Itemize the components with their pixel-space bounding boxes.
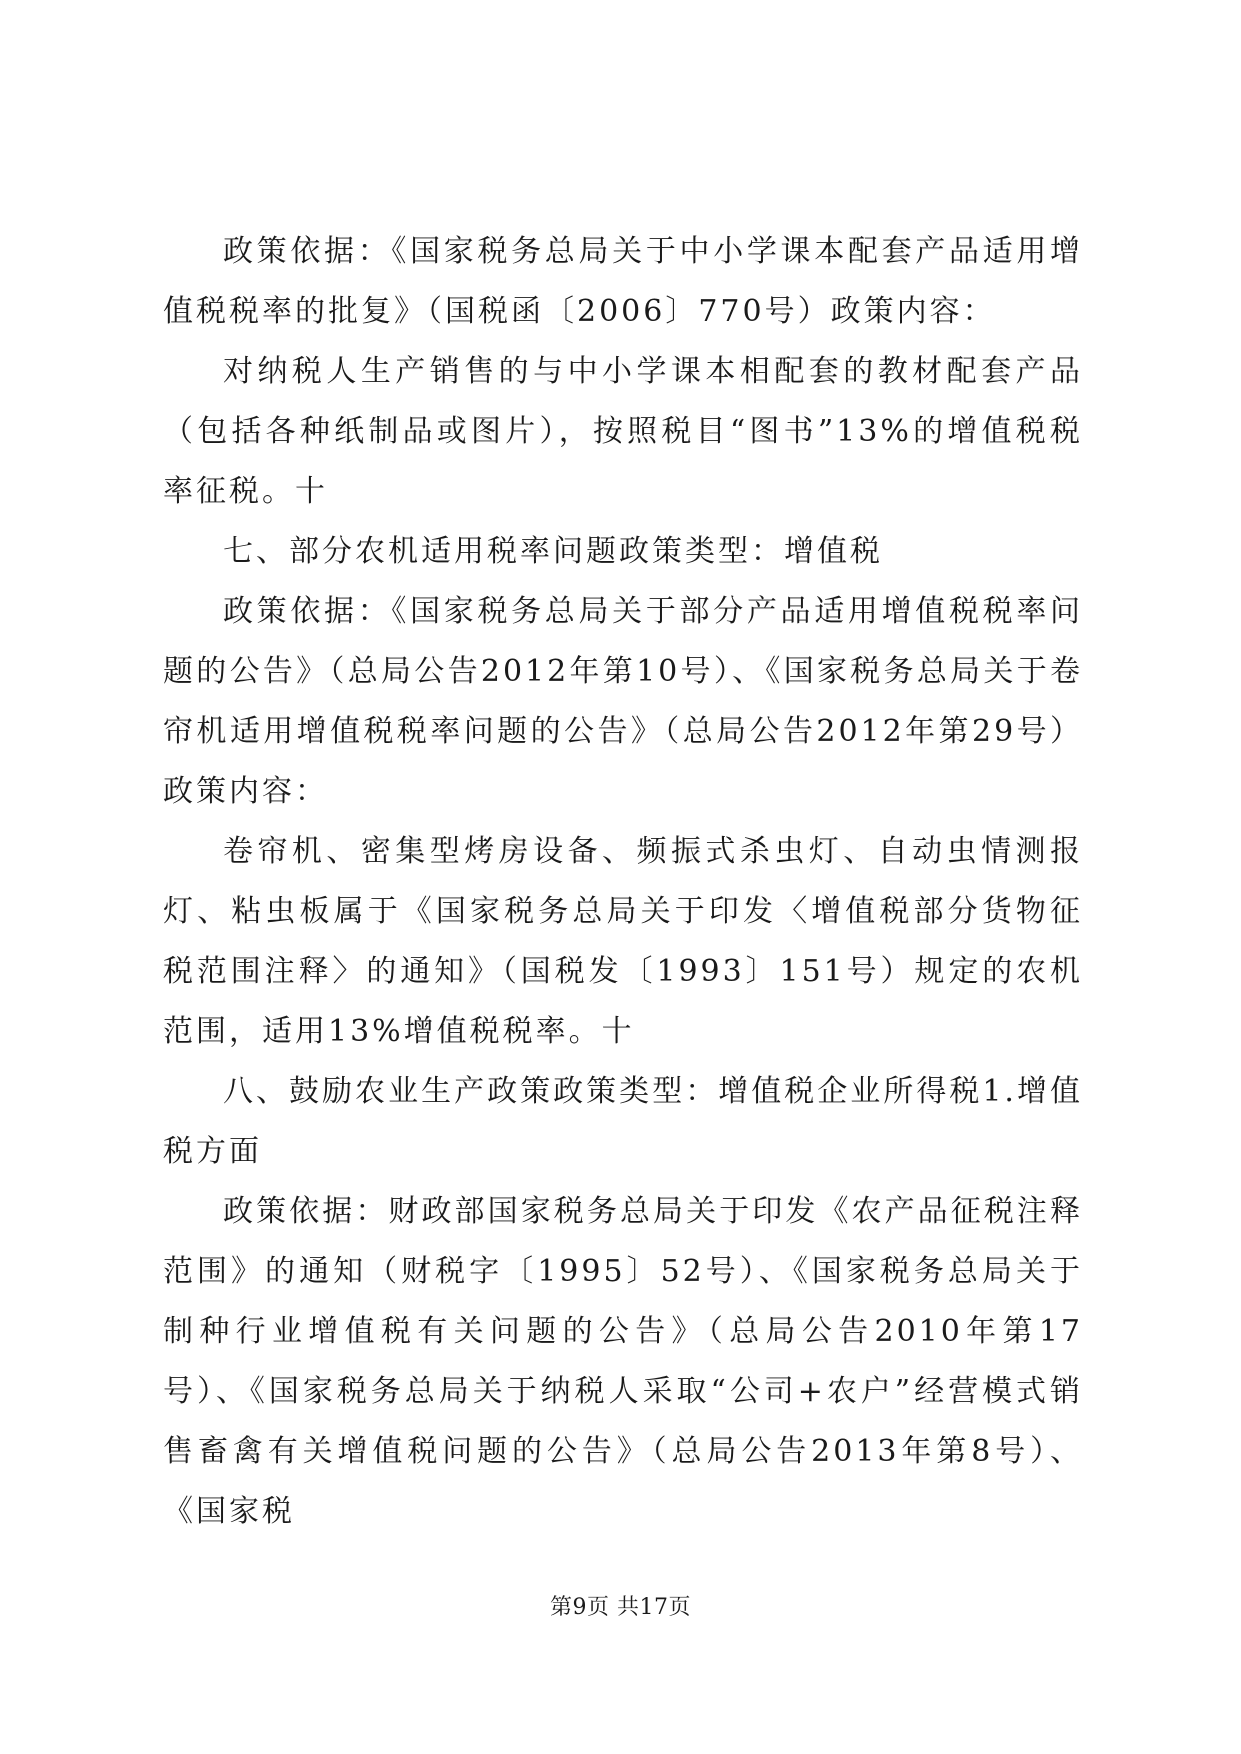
document-body [163, 222, 1083, 1542]
paragraph-policy-content-textbook: 对纳税人生产销售的与中小学课本相配套的教材配套产品（包括各种纸制品或图片），按照税目“图书”13%的增值税税率征税。十 [163, 354, 1083, 509]
paragraph-policy-content-agri-machinery: 卷帘机、密集型烤房设备、频振式杀虫灯、自动虫情测报灯、粘虫板属于《国家税务总局关于印发〈增值税部分货物征税范围注释〉的通知》（国税发〔1993〕151号）规定的农机范围，适用13%增值税税率。十 [163, 834, 1083, 1049]
paragraph-policy-basis-agri-production: 政策依据：财政部国家税务总局关于印发《农产品征税注释范围》的通知（财税字〔1995〕52号）、《国家税务总局关于制种行业增值税有关问题的公告》（总局公告2010年第17号）、《国家税务总局关于纳税人采取“公司+农户”经营模式销售畜禽有关增值税问题的公告》（总局公告2013年第8号）、《国家税 [163, 1194, 1083, 1529]
paragraph-policy-basis-textbook: 政策依据：《国家税务总局关于中小学课本配套产品适用增值税税率的批复》（国税函〔2006〕770号）政策内容： [163, 234, 1083, 329]
section-heading-7: 七、部分农机适用税率问题政策类型：增值税 [223, 534, 883, 569]
paragraph-policy-basis-agri-machinery: 政策依据：《国家税务总局关于部分产品适用增值税税率问题的公告》（总局公告2012年第10号）、《国家税务总局关于卷帘机适用增值税税率问题的公告》（总局公告2012年第29号）政策内容： [163, 594, 1083, 809]
page-number-footer: 第9页 共17页 [550, 1595, 691, 1620]
section-heading-8: 八、鼓励农业生产政策政策类型：增值税企业所得税1.增值税方面 [163, 1074, 1083, 1169]
